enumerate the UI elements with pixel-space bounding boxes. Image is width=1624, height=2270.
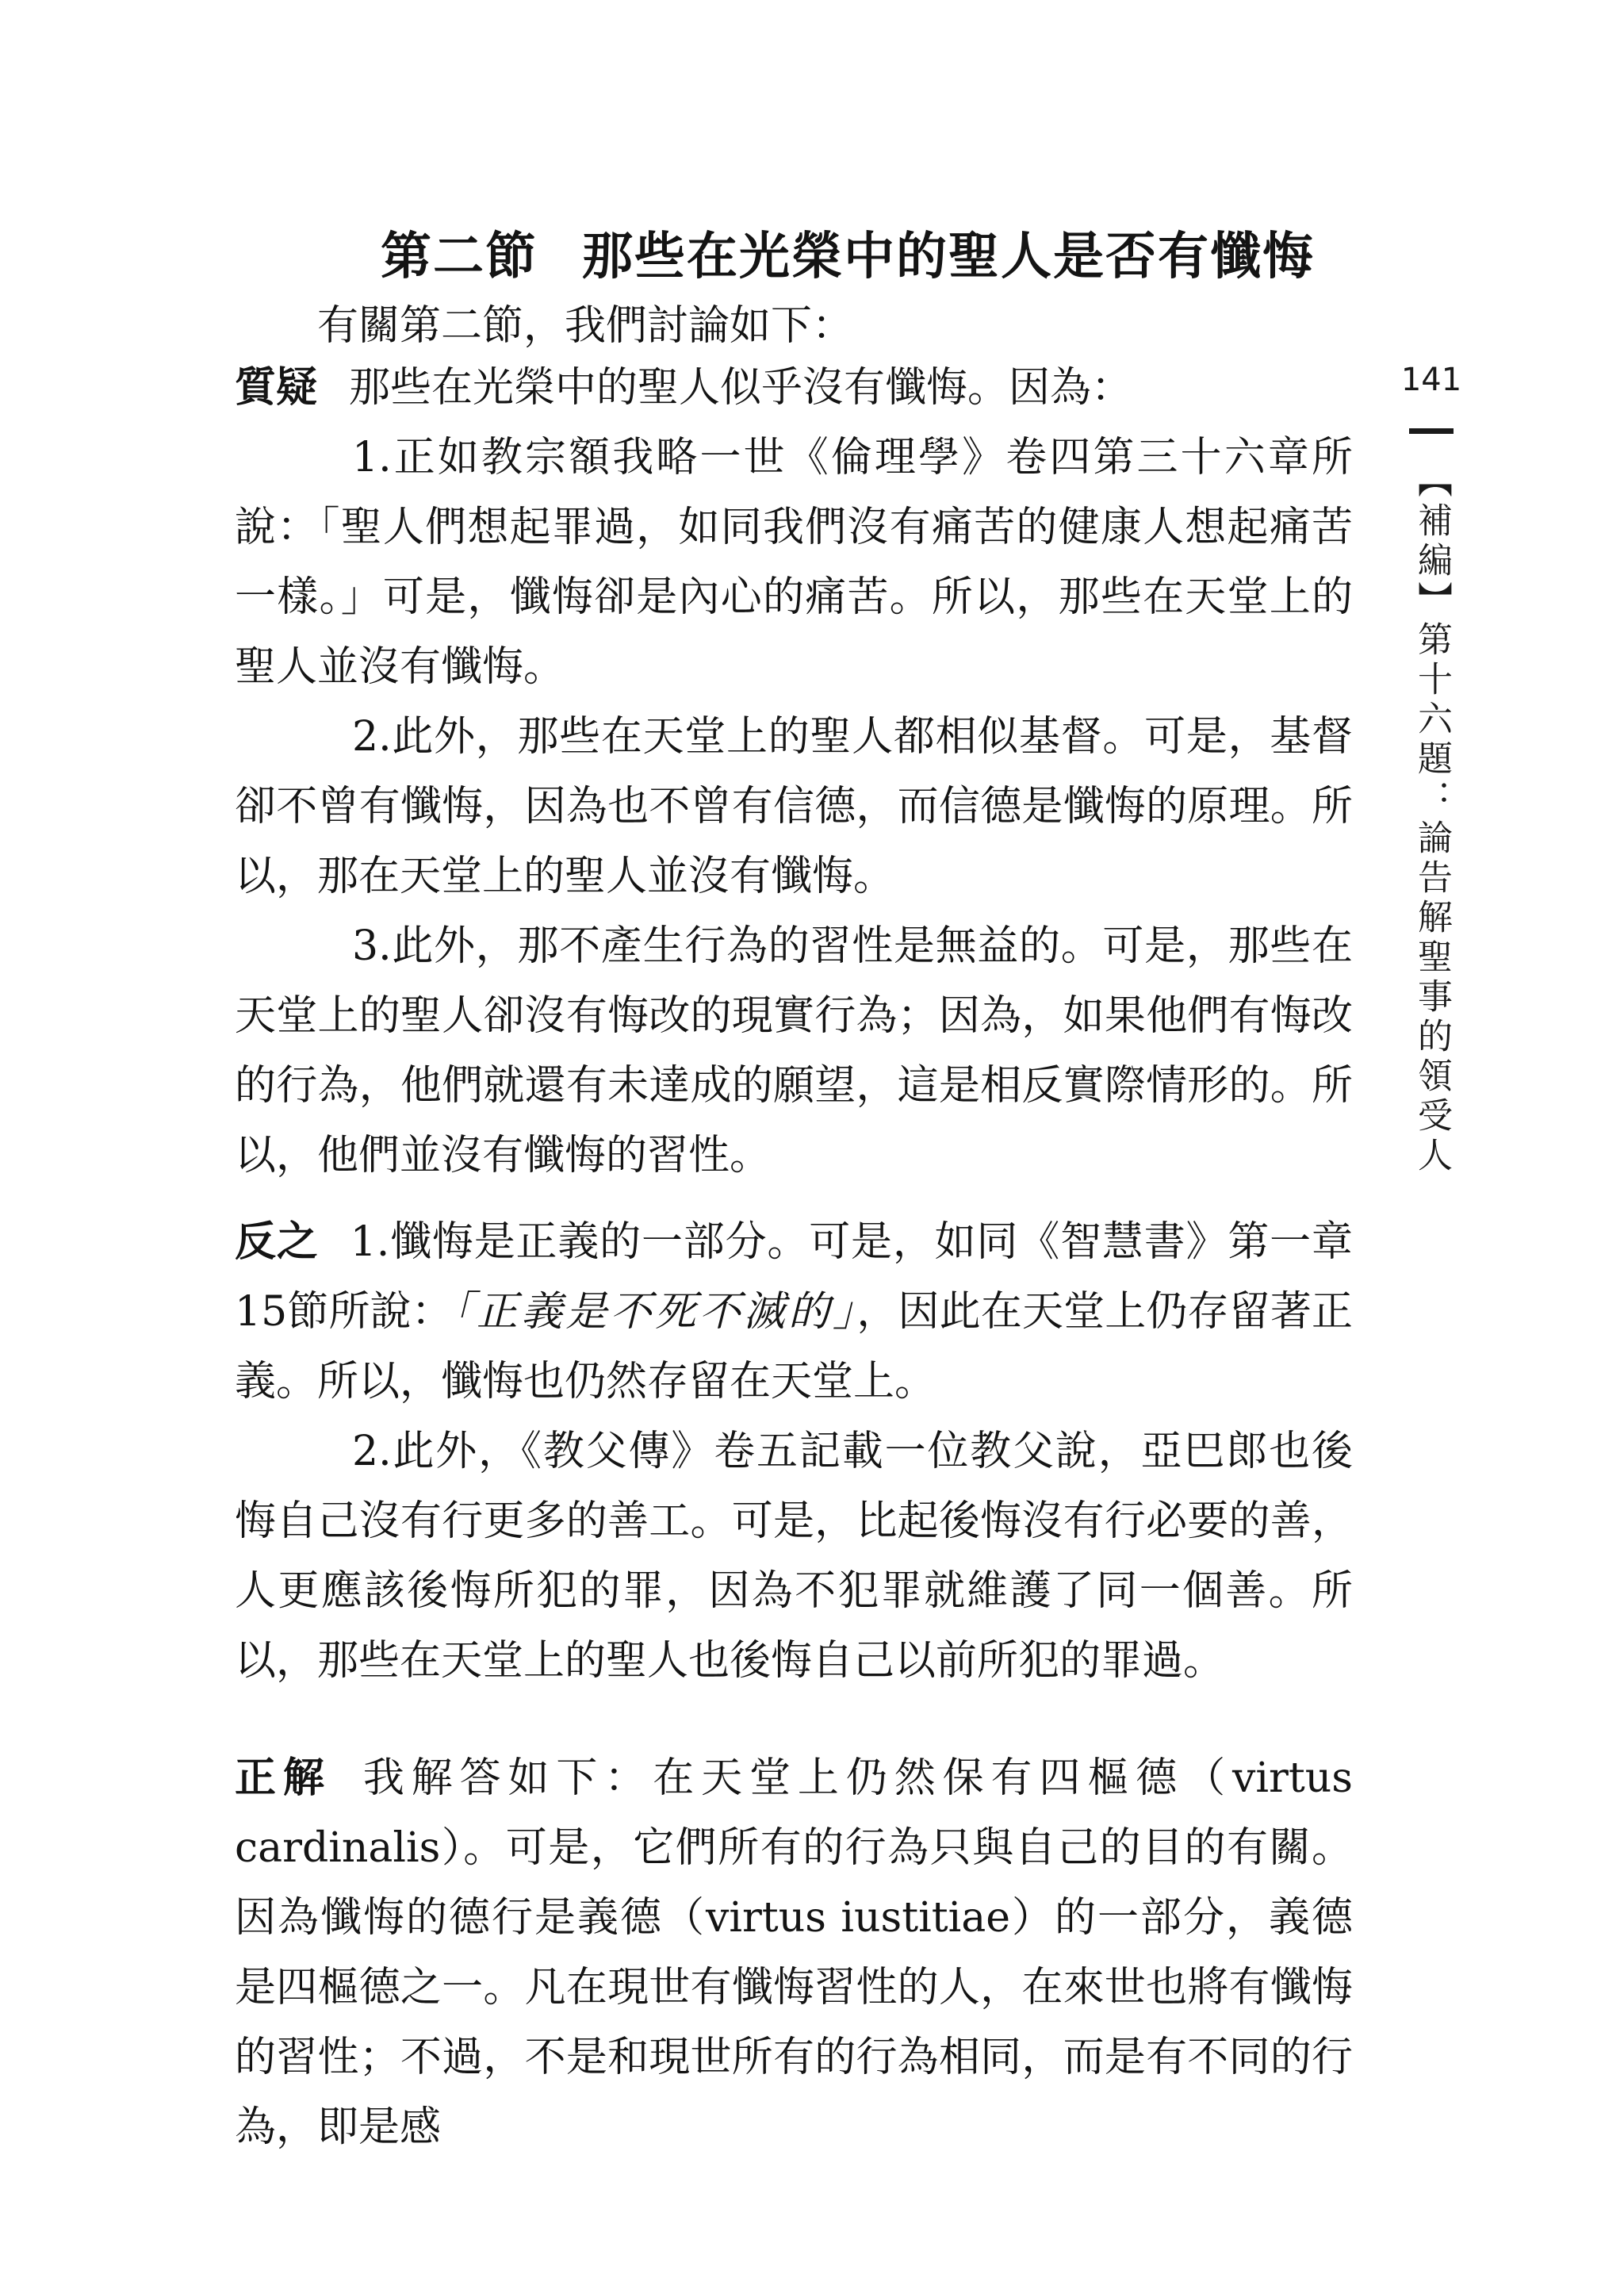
running-head: 【補編】第十六題：論告解聖事的領受人 [1411, 462, 1452, 1176]
page-number: 141 [1400, 362, 1462, 398]
contrary-1-after: ，因此在天堂上仍存留著正義。所以，懺悔也仍然存留在天堂上。 [235, 1288, 1353, 1405]
answer-paragraph [235, 1743, 1353, 2162]
contrary-1-quote: 「正義是不死不滅的」 [452, 1288, 857, 1336]
contrary-block [235, 1207, 1353, 1696]
contrary-1 [235, 1207, 1353, 1417]
answer-block [235, 1743, 1353, 2162]
objections-label: 質疑 [235, 364, 318, 412]
margin-rule [1409, 428, 1454, 434]
objection-3: 3.此外，那不產生行為的習性是無益的。可是，那些在天堂上的聖人卻沒有悔改的現實行為；因為，如果他們有悔改的行為，他們就還有未達成的願望，這是相反實際情形的。所以，他們並沒有懺悔的習性。 [235, 922, 1353, 1179]
objections-lead: 那些在光榮中的聖人似乎沒有懺悔。因為： [349, 364, 1133, 412]
contrary-1-before: 1.懺悔是正義的一部分。可是，如同《智慧書》第一章15節所說： [235, 1218, 1353, 1336]
objection-1: 1.正如教宗額我略一世《倫理學》卷四第三十六章所說：「聖人們想起罪過，如同我們沒有痛苦的健康人想起痛苦一樣。」可是，懺悔卻是內心的痛苦。所以，那些在天堂上的聖人並沒有懺悔。 [235, 434, 1353, 691]
intro-line: 有關第二節，我們討論如下： [317, 302, 854, 350]
objection-2: 2.此外，那些在天堂上的聖人都相似基督。可是，基督卻不曾有懺悔，因為也不曾有信德，而信德是懺悔的原理。所以，那在天堂上的聖人並沒有懺悔。 [235, 713, 1353, 900]
objections-block [235, 353, 1353, 1191]
section-title [381, 216, 1315, 289]
objections-lead-paragraph [235, 353, 1353, 423]
side-margin [1400, 362, 1462, 1176]
answer-text: 我解答如下：在天堂上仍然保有四樞德（virtus cardinalis）。可是，它們所有的行為只與自己的目的有關。因為懺悔的德行是義德（virtus iustitiae）的一部分，義德是四樞德之一。凡在現世有懺悔習性的人，在來世也將有懺悔的習性；不過，不是和現世所有的行為相同，而是有不同的行為，即是感 [235, 1754, 1353, 2151]
section-heading: 那些在光榮中的聖人是否有懺悔 [582, 227, 1315, 286]
section-number: 第二節 [381, 227, 538, 286]
contrary-2: 2.此外，《教父傳》卷五記載一位教父說，亞巴郎也後悔自己沒有行更多的善工。可是，比起後悔沒有行必要的善，人更應該後悔所犯的罪，因為不犯罪就維護了同一個善。所以，那些在天堂上的聖人也後悔自己以前所犯的罪過。 [235, 1428, 1353, 1685]
contrary-label: 反之 [235, 1218, 319, 1266]
answer-label: 正解 [235, 1754, 331, 1802]
